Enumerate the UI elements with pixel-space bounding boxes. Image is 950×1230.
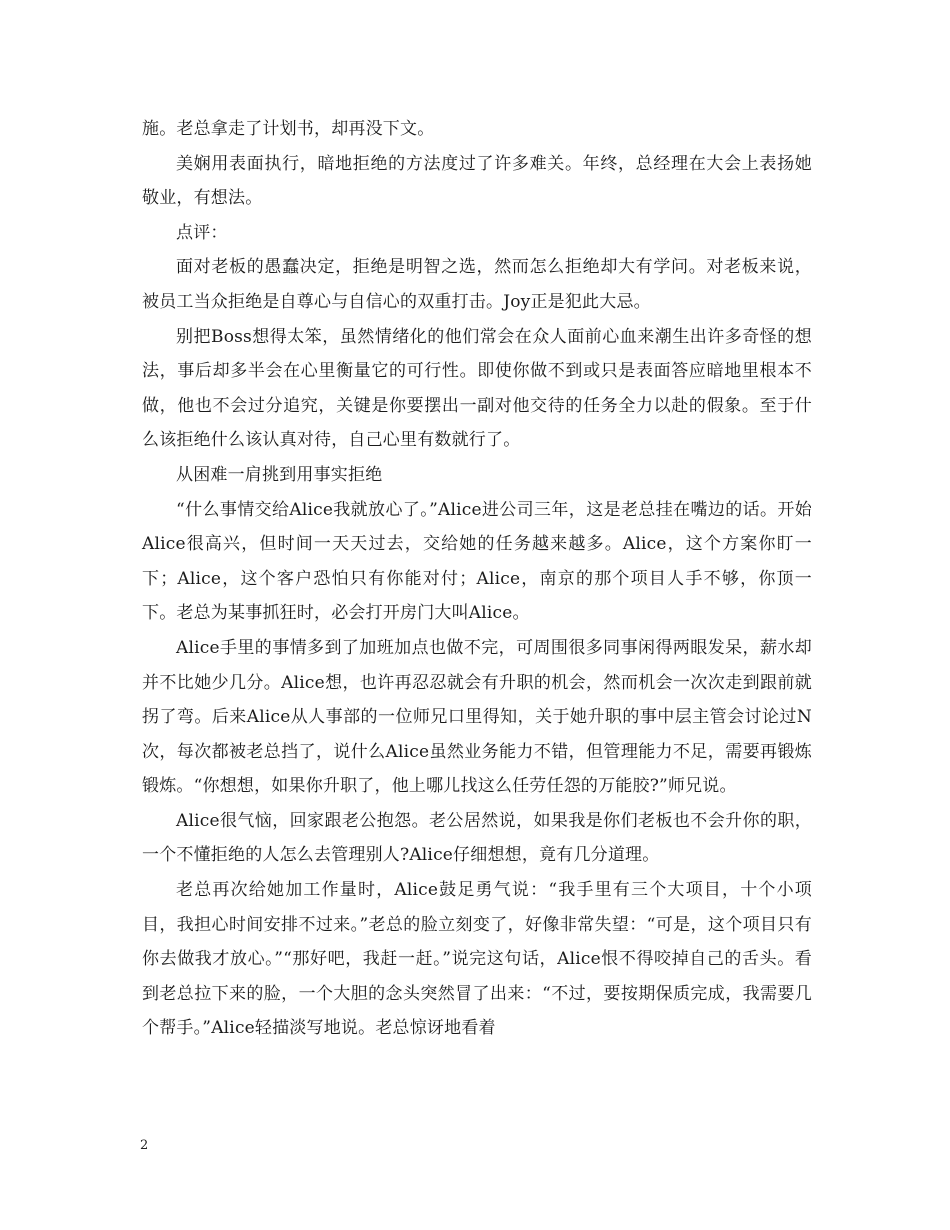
page-number: 2 <box>140 1138 149 1153</box>
paragraph: 施。老总拿走了计划书，却再没下文。 <box>142 119 435 139</box>
body-text <box>142 112 812 1046</box>
paragraph: Alice手里的事情多到了加班加点也做不完，可周围很多同事闲得两眼发呆，薪水却并不比她少几分。Alice想，也许再忍忍就会有升职的机会，然而机会一次次走到跟前就拐了弯。后来Alice从人事部的一位师兄口里得知，关于她升职的事中层主管会讨论过N次，每次都被老总挡了，说什么Alice虽然业务能力不错，但管理能力不足，需要再锻炼锻炼。“你想想，如果你升职了，他上哪儿找这么任劳任怨的万能胶?”师兄说。 <box>142 637 812 797</box>
paragraph: “什么事情交给Alice我就放心了。”Alice进公司三年，这是老总挂在嘴边的话。开始Alice很高兴，但时间一天天过去，交给她的任务越来越多。Alice，这个方案你盯一下；Alice，这个客户恐怕只有你能对付；Alice，南京的那个项目人手不够，你顶一下。老总为某事抓狂时，必会打开房门大叫Alice。 <box>142 499 812 624</box>
paragraph: Alice很气恼，回家跟老公抱怨。老公居然说，如果我是你们老板也不会升你的职，一个不懂拒绝的人怎么去管理别人?Alice仔细想想，竟有几分道理。 <box>142 810 812 866</box>
paragraph: 美娴用表面执行，暗地拒绝的方法度过了许多难关。年终，总经理在大会上表扬她敬业，有想法。 <box>142 153 812 209</box>
paragraph: 面对老板的愚蠢决定，拒绝是明智之选，然而怎么拒绝却大有学问。对老板来说，被员工当众拒绝是自尊心与自信心的双重打击。Joy正是犯此大忌。 <box>142 257 812 312</box>
section-heading: 从困难一肩挑到用事实拒绝 <box>176 464 383 485</box>
paragraph: 点评： <box>176 222 228 243</box>
paragraph: 别把Boss想得太笨，虽然情绪化的他们常会在众人面前心血来潮生出许多奇怪的想法，事后却多半会在心里衡量它的可行性。即使你做不到或只是表面答应暗地里根本不做，他也不会过分追究，关键是你要摆出一副对他交待的任务全力以赴的假象。至于什么该拒绝什么该认真对待，自己心里有数就行了。 <box>142 326 812 451</box>
paragraph: 老总再次给她加工作量时，Alice鼓足勇气说：“我手里有三个大项目，十个小项目，我担心时间安排不过来。”老总的脸立刻变了，好像非常失望：“可是，这个项目只有你去做我才放心。”“那好吧，我赶一赶。”说完这句话，Alice恨不得咬掉自己的舌头。看到老总拉下来的脸，一个大胆的念头突然冒了出来：“不过，要按期保质完成，我需要几个帮手。”Alice轻描淡写地说。老总惊讶地看着 <box>142 880 812 1039</box>
